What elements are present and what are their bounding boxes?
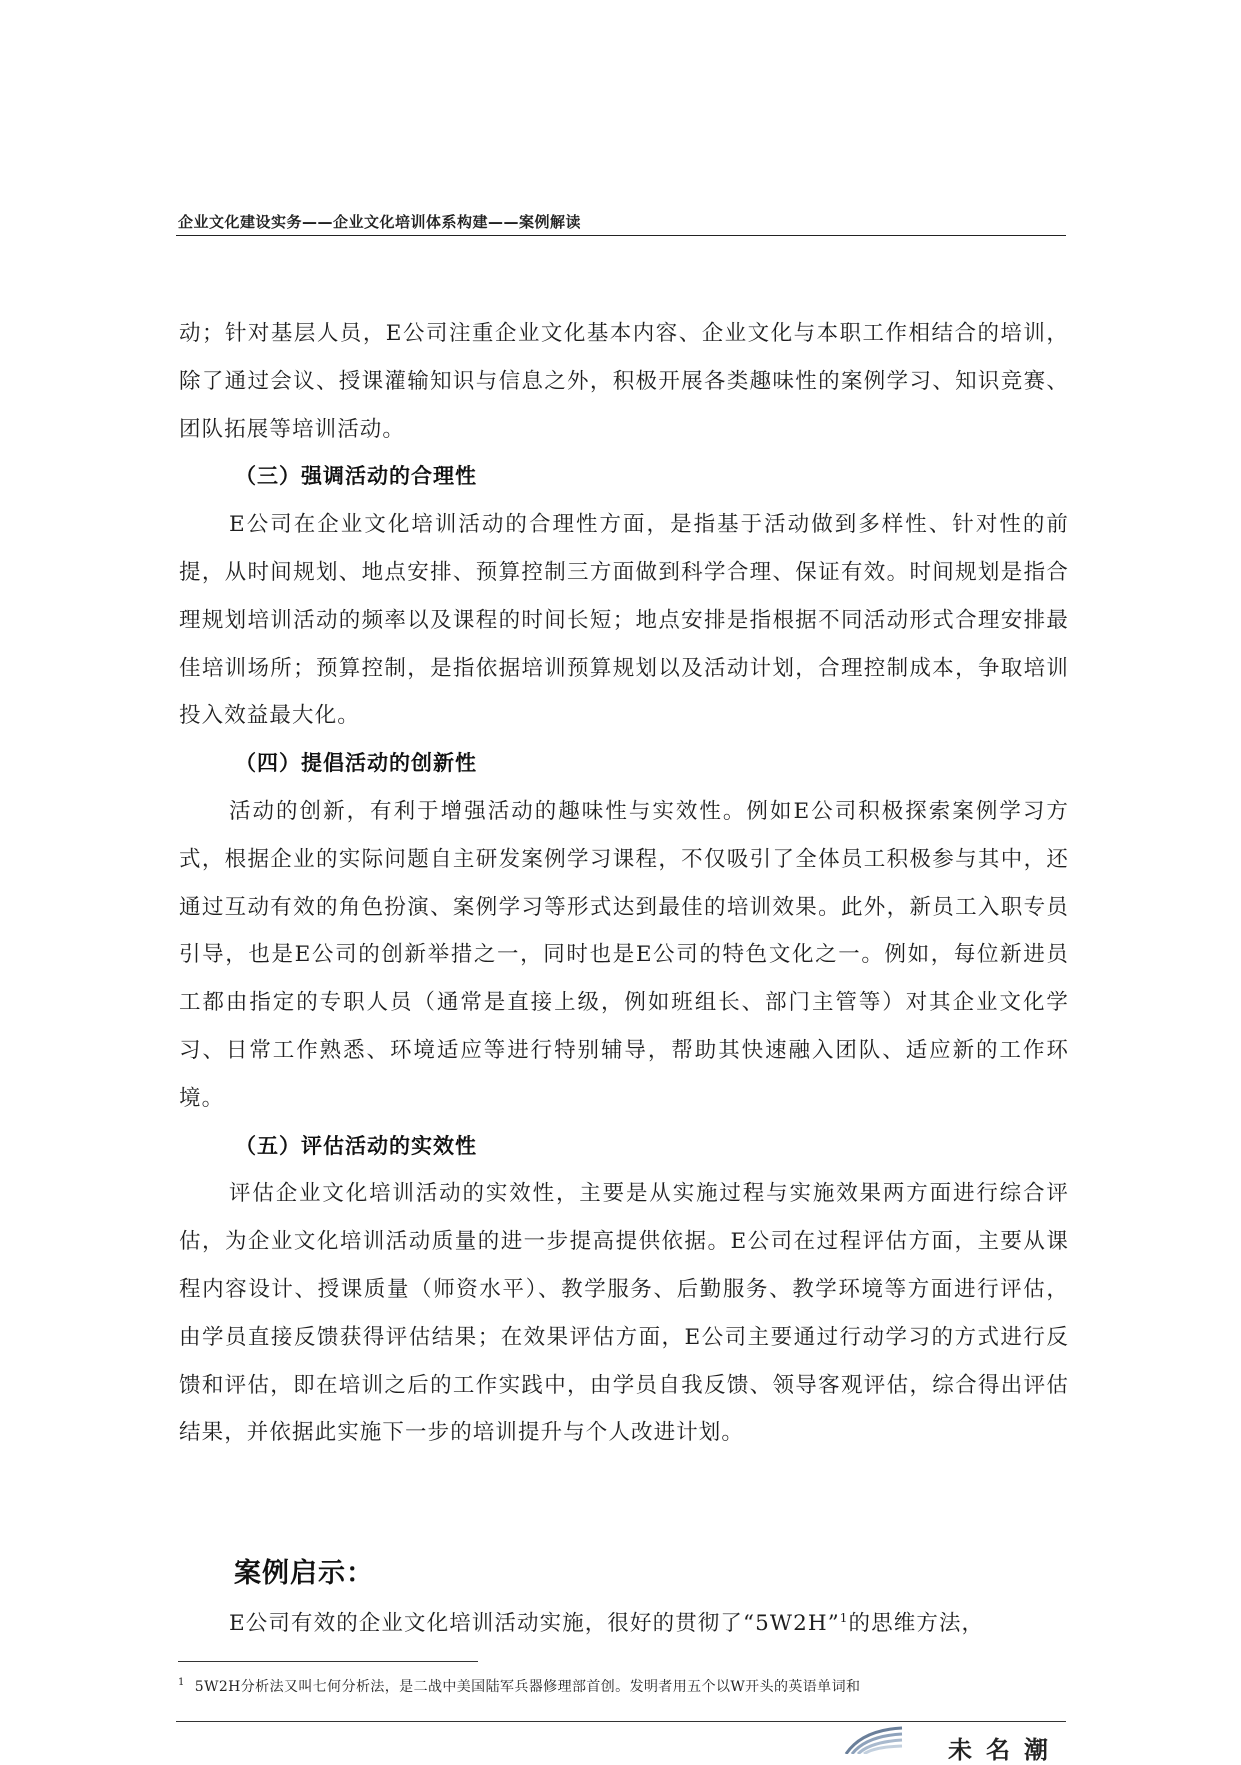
case-text-end: 的思维方法， (848, 1611, 985, 1636)
footnote-rule (178, 1661, 478, 1662)
brand-logo-icon (842, 1726, 906, 1754)
header-rule (176, 235, 1066, 236)
paragraph-effectiveness: 评估企业文化培训活动的实效性，主要是从实施过程与实施效果两方面进行综合评估，为企业文化培训活动质量的进一步提高提供依据。E公司在过程评估方面，主要从课程内容设计、授课质量（师资水平）、教学服务、后勤服务、教学环境等方面进行评估，由学员直接反馈获得评估结果；在效果评估方面，E公司主要通过行动学习的方式进行反馈和评估，即在培训之后的工作实践中，由学员自我反馈、领导客观评估，综合得出评估结果，并依据此实施下一步的培训提升与个人改进计划。 (179, 1181, 1069, 1446)
footnote-number: 1 (178, 1677, 185, 1689)
main-content (179, 310, 1069, 1457)
footnote (178, 1676, 1068, 1696)
paragraph-rationality: E公司在企业文化培训活动的合理性方面，是指基于活动做到多样性、针对性的前提，从时间规划、地点安排、预算控制三方面做到科学合理、保证有效。时间规划是指合理规划培训活动的频率以及课程的时间长短；地点安排是指根据不同活动形式合理安排最佳培训场所；预算控制，是指依据培训预算规划以及活动计划，合理控制成本，争取培训投入效益最大化。 (179, 512, 1069, 729)
paragraph-innovation: 活动的创新，有利于增强活动的趣味性与实效性。例如E公司积极探索案例学习方式，根据企业的实际问题自主研发案例学习课程，不仅吸引了全体员工积极参与其中，还通过互动有效的角色扮演、案例学习等形式达到最佳的培训效果。此外，新员工入职专员引导，也是E公司的创新举措之一，同时也是E公司的特色文化之一。例如，每位新进员工都由指定的专职人员（通常是直接上级，例如班组长、部门主管等）对其企业文化学习、日常工作熟悉、环境适应等进行特别辅导，帮助其快速融入团队、适应新的工作环境。 (179, 798, 1069, 1111)
brand-name: 未名潮 (948, 1736, 1062, 1764)
paragraph-continued: 动；针对基层人员，E公司注重企业文化基本内容、企业文化与本职工作相结合的培训，除了通过会议、授课灌输知识与信息之外，积极开展各类趣味性的案例学习、知识竞赛、团队拓展等培训活动。 (179, 321, 1069, 442)
section-heading-effectiveness: （五）评估活动的实效性 (235, 1133, 477, 1158)
case-text-start: E公司有效的企业文化培训活动实施，很好的贯彻了“5W2H” (229, 1611, 840, 1636)
section-heading-innovation: （四）提倡活动的创新性 (235, 751, 477, 776)
footnote-reference[interactable]: 1 (839, 1610, 849, 1625)
footnote-text: 5W2H分析法又叫七何分析法，是二战中美国陆军兵器修理部首创。发明者用五个以W开头的英语单词和 (194, 1679, 861, 1695)
case-insight-heading: 案例启示： (234, 1558, 374, 1589)
footer-rule (176, 1721, 1066, 1722)
section-heading-rationality: （三）强调活动的合理性 (235, 464, 477, 489)
running-header: 企业文化建设实务——企业文化培训体系构建——案例解读 (178, 213, 582, 231)
case-insight-paragraph (179, 1600, 1069, 1648)
